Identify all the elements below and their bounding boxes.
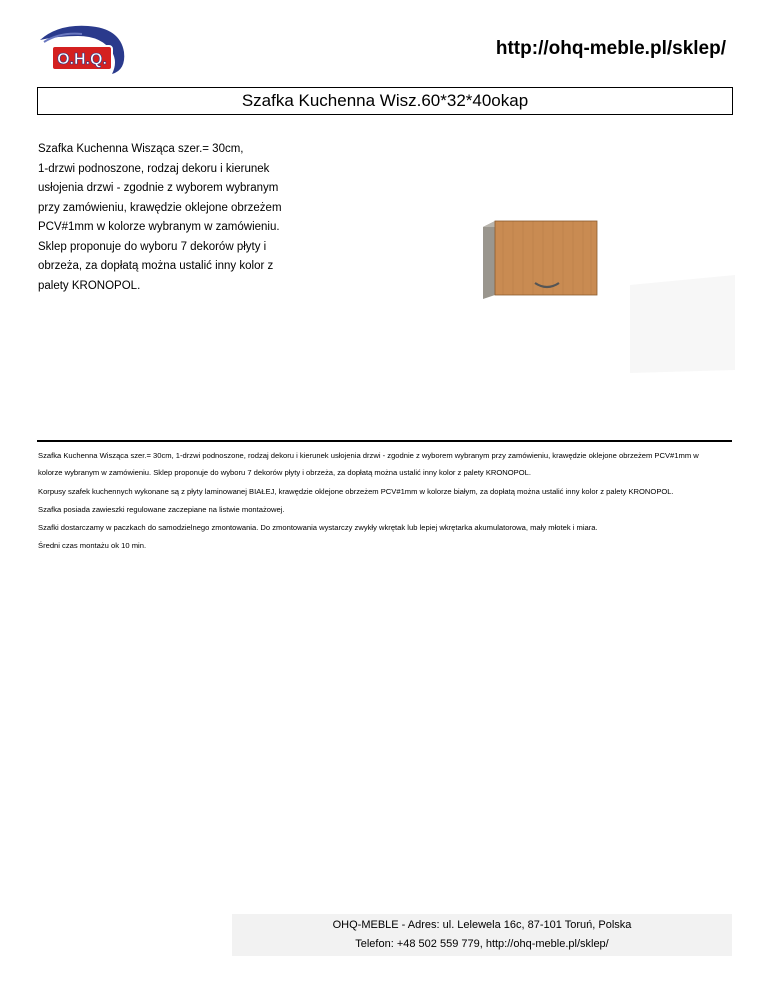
ohq-logo [38, 22, 128, 78]
long-description-paragraph: Korpusy szafek kuchennych wykonane są z płyty laminowanej BIAŁEJ, krawędzie oklejone obrzeżem PCV#1mm w kolorze białym, za dopłatą można ustalić inny kolor z palety KRONOPOL. [38, 487, 674, 496]
site-url[interactable]: http://ohq-meble.pl/sklep/ [495, 38, 726, 59]
long-description-paragraph: Szafki dostarczamy w paczkach do samodzielnego zmontowania. Do zmontowania wystarczy zwykły wkrętak lub lepiej wkrętarka akumulatorowa, mały młotek i miara. [38, 523, 598, 532]
ohq-logo-graphic [38, 22, 128, 78]
short-description-line: Sklep proponuje do wyboru 7 dekorów płyty i [38, 240, 267, 253]
wall-cabinet-image [395, 195, 735, 385]
short-description-line: usłojenia drzwi - zgodnie z wyborem wybranym [38, 182, 279, 194]
long-description-paragraph: Szafka Kuchenna Wisząca szer.= 30cm, 1-drzwi podnoszone, rodzaj dekoru i kierunek usłojenia drzwi - zgodnie z wyborem wybranym przy zamówieniu, krawędzie oklejone obrzeżem PCV#1mm w kolorze wybranym w zamówieniu. Sklep proponuje do wyboru 7 dekorów płyty i obrzeża, za dopłatą można ustalić inny kolor z palety KRONOPOL. [38, 451, 699, 477]
short-description-line: przy zamówieniu, krawędzie oklejone obrzeżem [38, 201, 282, 214]
short-description-line: obrzeża, za dopłatą można ustalić inny kolor z [38, 260, 274, 272]
short-description-line: palety KRONOPOL. [38, 279, 141, 292]
divider [37, 440, 732, 442]
short-description-line: 1-drzwi podnoszone, rodzaj dekoru i kierunek [38, 162, 270, 175]
long-description [38, 447, 738, 550]
short-description [38, 140, 282, 296]
footer-address: OHQ-MEBLE - Adres: ul. Lelewela 16c, 87-101 Toruń, Polska [332, 919, 632, 931]
long-description-paragraph: Średni czas montażu ok 10 min. [38, 541, 147, 550]
footer-contact: Telefon: +48 502 559 779, http://ohq-meble.pl/sklep/ [355, 938, 609, 950]
short-description-line: Szafka Kuchenna Wisząca szer.= 30cm, [38, 143, 244, 155]
logo-text: O.H.Q. [57, 51, 107, 68]
product-title: Szafka Kuchenna Wisz.60*32*40okap [241, 91, 529, 110]
product-title-box [37, 87, 733, 115]
product-photo [395, 195, 735, 385]
short-description-line: PCV#1mm w kolorze wybranym w zamówieniu. [38, 221, 280, 233]
long-description-paragraph: Szafka posiada zawieszki regulowane zaczepiane na listwie montażowej. [38, 505, 285, 514]
footer [232, 914, 732, 956]
